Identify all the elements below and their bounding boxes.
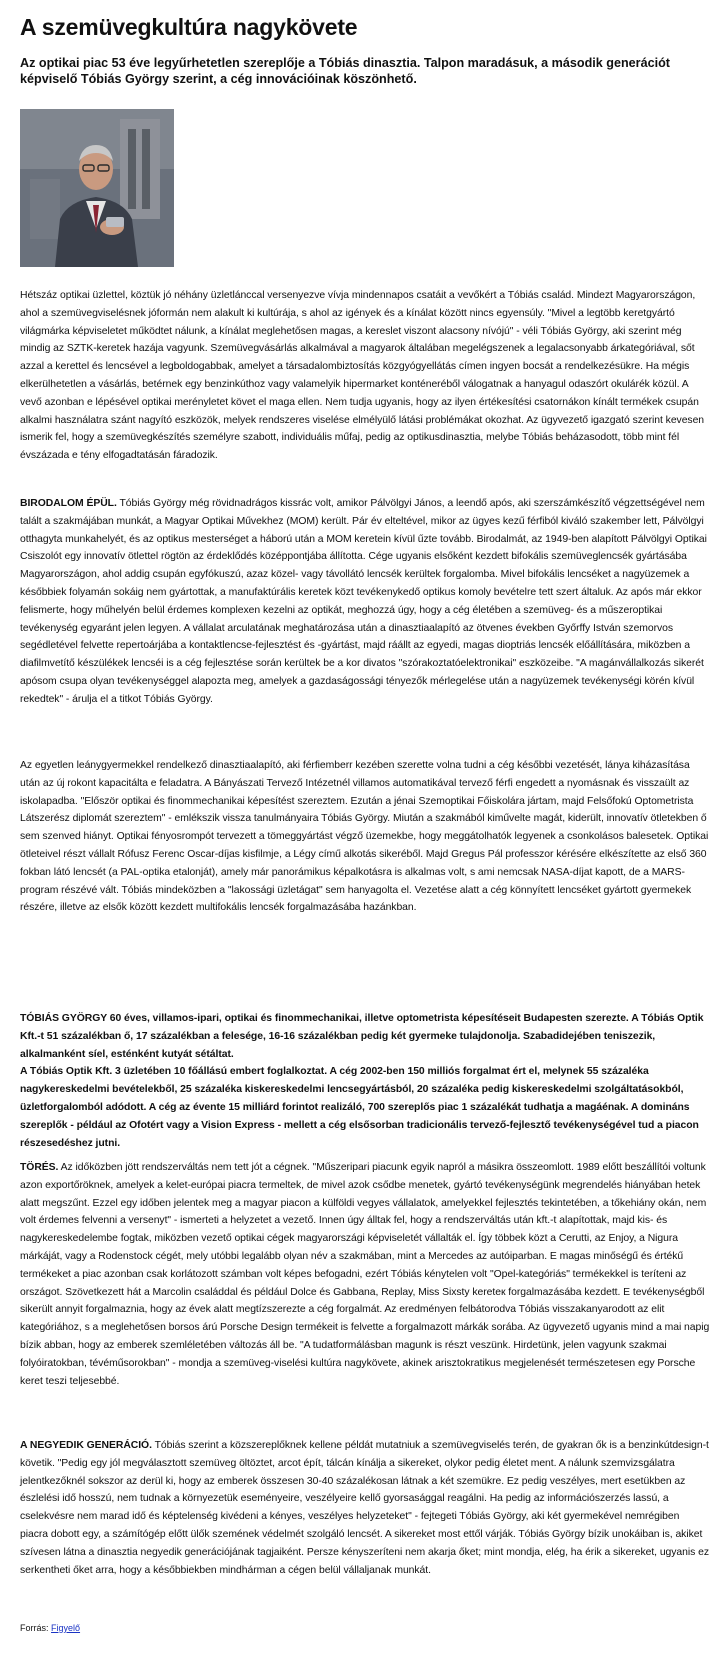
source-link[interactable]: Figyelő: [51, 1623, 81, 1633]
section-heading-tores: TÖRÉS.: [20, 1162, 59, 1173]
section-heading-negyedik-generacio: A NEGYEDIK GENERÁCIÓ.: [20, 1440, 152, 1451]
article-lead: Az optikai piac 53 éve legyűrhetetlen szereplője a Tóbiás dinasztia. Talpon maradásuk, a második generációt képviselő Tóbiás György szerint, a cég innovációinak köszönhető.: [20, 56, 670, 86]
source-line: [20, 1623, 80, 1633]
article-title: A szemüvegkultúra nagykövete: [20, 14, 358, 40]
article-paragraph-succession: Az egyetlen leánygyermekkel rendelkező dinasztiaalapító, aki férfiemberr kezében szerette volna tudni a cég későbbi vezetését, lánya kiházasítása után az új rokont kapacitálta e feladatra. A Bányászati Tervező Intézetnél villamos automatikával tervező férfi engedett a nyomásnak és visszaült az iskolapadba. "Először optikai és finommechanikai képesítést szereztem. Ezután a jénai Szemoptikai Főiskolára jártam, majd Felsőfokú Optometrista Látszerész diplomát szereztem" - emlékszik vissza tanulmányaira Tóbiás György. Miután a szakmából kiművelte magát, kiderült, innovatív ötletekben ő sem szenved hiányt. Optikai fényosrompót tervezett a tömeggyártást végző üzemekbe, hogy meggátolhatók legyenek a csonkolásos balesetek. Optikai ötleteivel részt vállalt Rófusz Ferenc Oscar-díjas kisfilmje, a Légy című alkotás sikeréből. Majd Gregus Pál professzor kérésére elkészítette az első 360 fokban látó lencsét (a PAL-optika etalonját), amely már panorámikus képalkotásra is alkalmas volt, s ami nemcsak NASA-díjat kapott, de a MARS-program részévé vált. Tóbiás mindeközben a "lakossági üzletágat" sem hanyagolta el. Vezetése alatt a cég könnyített lencséket gyártott gyermekek részére, illetve az elsők között kezdett multifokális lencsék forgalmazásába hazánkban.: [20, 760, 709, 914]
article-paragraph-tores: [20, 1159, 710, 1390]
paragraph-text: Az időközben jött rendszerváltás nem tett jót a cégnek. "Műszeripari piacunk egyik napról a másikra összeomlott. 1989 előtt beszállítói voltunk azon exportőröknek, amelyek a kelet-európai piacra termeltek, de mivel azok csődbe menetek, gyártó tevékenységünk megrendelés hiányában hetek alatt megszűnt. Ezzel egy időben jelentek meg a magyar piacon a külföldi vegyes vállalatok, amelyekkel fejlesztés tekintetében, a tőkehiány okán, nem volt érdemes felvenni a versenyt" - ismerteti a helyzetet a vezető. Innen úgy álltak fel, hogy a rendszerváltás után kft.-t alapítottak, majd kis- és nagykereskedelembe fogtak, miközben vezető optikai cégek magyarországi képviseletét vállalták el. Így többek közt a Cerutti, az Enjoy, a Nigura márkáját, vagy a Rodenstock cégét, mely utóbbi legalább olyan név a szakmában, mint a Mercedes az autóiparban. E magas minőségű és értékű termékeket a piac azonban csak korlátozott számban volt képes befogadni, ezért Tóbiás kényteleп volt "Opel-kategóriás" termékekkel is teríteni az országot. Szövetkezett hát a Marcolin családdal és például Dolce és Gabbana, Replay, Miss Sixsty kereteк forgalmazásába kezdett. E tevékenységből sikerült annyit forgalmaznia, hogy az évek alatt megtízszerezte a cég forgalmát. Az eredményen felbátorodva Tóbiás visszakanyarodott az elit kategóriához, s a meglehetősen borsos árú Porsche Design termékeit is felvette a forgalmazott márkák sorába. Az ügyvezető ugyanis mind a mai napig bízik abban, hogy az emberek szemléletében változás áll be. "A tudatformálásban magunk is részt veszünk. Hirdetünk, jelen vagyunk szakmai folyóiratokban, tévéműsorokban" - mondja a szemüveg-viselési kultúra nagykövete, akinek arisztokratikus megjelenését természetesen egy Porsche keret teszi teljesebbé.: [20, 1162, 710, 1387]
paragraph-text: Tóbiás szerint a közszereplőknek kellene példát mutatniuk a szemüvegviselés terén, de gyakran ők is a benzinkútdesign-t követik. "Pedig egy jól megválasztott szemüveg öltöztet, arcot épít, tálcán kínálja a sikereket, olykor pedig életet ment. A nálunk szemvizsgálatra jelentkezőknél sokszor az derül ki, hogy az emberek összesen 30-40 százalékosan látnak a két szemükre. Ez pedig veszélyes, mert esetükben az észlelési idő hosszú, nem tudnak a környezetük eseményeire, veszélyeire kellő gyorsasággal reagálni. Ha pedig az információszerzés lassú, a cselekvésre nem marad idő és képtelenség kivédeni a kényes, veszélyes helyzeteket" - fejtegeti Tóbiás György, aki két gyermekével nemrégiben piacra dobott egy, a számítógép előtt ülők szemének védelmét szolgáló lencsét. A sikereket most ettől várják. Tóbiás György bízik unokáiban is, akiket szívesen látna a dinasztia negyedik generációjának tagjaiként. Persze kényszeríteni nem akarja őket; mint mondja, elég, ha érik a sikereket, ugyanis ez serkentheti őket arra, hogy a későbbiekben mindhárman a cégen belül vállaljanak munkát.: [20, 1440, 710, 1576]
paragraph-text: Tóbiás György még rövidnadrágos kissrác volt, amikor Pálvölgyi János, a leendő após, aki szerszámkészítő végzettségével nem talált a szakmájában munkát, a Magyar Optikai Művekhez (MOM) került. Pár év elteltével, mikor az ügyes kezű férfiból kiváló szakember lett, Pálvölgyi otthagyta munkahelyét, és az optikus mesterséget a háború után a MOM keretein kívül űzte tovább. Birodalmát, az 1949-ben alapított Pálvölgyi Optikai Csiszolót egy innovatív ötlettel rögtön az érdeklődés középpontjába állította. Cége ugyanis elsőként kezdett bifokális szemüveglencsék gyártásába Magyarországon, ahol addig csupán egyfókuszú, azaz közel- vagy távollátó lencsék kerültek forgalomba. Mivel bifokális lencséket a nagyüzemek a későbbiek folyamán sokáig nem gyártottak, a manufaktúrális keretek közt tevékenykedő optikus komoly bevételre tett szert általuk. Az após már ekkor felismerte, hogy műhelyén belül érdemes komplexen kezelni az optikát, meghozzá úgy, hogy a cég életében a szemüveg- és a műszeroptikai tevékenység egyaránt jelen legyen. A vállalat arculatának meghatározása után a dinasztiaalapító az ötvenes években Győrffy István szemorvos segédletével felvette repertoárjába a kontaktlencse-fejlesztést és -gyártást, majd ráállt az egyedi, magas dioptriás lencsék előállítására, miközben a diafilmvetítő készülékek lencséi is a cég fejlesztése során kerültek be a kor divatos "szórakoztatóelektronikai" eszközeibe. "A magánvállalkozás sikerét apósom csupa olyan tevékenységgel alapozta meg, amelyek a gazdaságossági tényezők mérlegelése után a nagyüzemek tevékenységi körén kívül rekedtek" - árulja el a titkot Tóbiás György.: [20, 498, 707, 705]
article-paragraph-intro: Hétszáz optikai üzlettel, köztük jó néhány üzletlánccal versenyezve vívja mindennapos csatáit a vevőkért a Tóbiás család. Mindezt Magyarországon, ahol a szemüvegviselésnek jóformán nem alakult ki kultúrája, s ahol az igények és a kínálat között nincs egyensúly. "Mivel a legtöbb keretgyártó világmárka képviseletet működtet nálunk, a kínálat meglehetősen magas, a kereslet viszont alacsony nívójú" - véli Tóbiás György, aki szerint még mindig az SZTK-keretek hazája vagyunk. Szemüvegvásárlás alkalmával a magyarok általában megelégszenek a legalacsonyabb árkategóriával, sőt azzal a kerettel és lencsével a legboldogabbak, amelyet a társadalombiztosítás közgyógyellátás címen ingyen bocsát a rendelkezésükre. Ha mégis elkerülhetetlen a vásárlás, betérnek egy benzinkúthoz vagy valamelyik hipermarket konténeréből válogatnak a hanyagul odaszórt okulárék közül. A vevő azonban e lépésével optikai merényletet követ el magа ellen. Nem tudja ugyanis, hogy az ilyen értékesítési csatornákon kínált termékek csupán alkalmi használatra szánt nagyító eszközök, melyek rendszeres viselése elmélyülő látási problémákat okozhat. Az ügyvezető igazgató szerint kevesen ismerik fel, hogy a szemüvegkészítés személyre szabott, individuális műfaj, pedig az optikusdinasztia, melybe Tóbiás beházasodott, több mint fél évszázada e tény elfogadtatásán fáradozik.: [20, 290, 705, 462]
article-paragraph-birodalom: [20, 495, 710, 709]
section-heading-birodalom: BIRODALOM ÉPÜL.: [20, 498, 117, 509]
profile-box: TÓBIÁS GYÖRGY 60 éves, villamos-ipari, optikai és finommechanikai, illetve optometrista képesítéseit Budapesten szerezte. A Tóbiás Optik Kft.-t 51 százalékban ő, 17 százalékban a felesége, 16-16 százalékban pedig két gyermeke tulajdonolja. Szabadidejében teniszezik, alkalmanként síel, esténként kutyát sétáltat. A Tóbiás Optik Kft. 3 üzletében 10 főállású embert foglalkoztat. A cég 2002-ben 150 milliós forgalmat ért el, melynek 55 százaléka nagykereskedelmi bevételekből, 25 százaléka kiskereskedelmi lencsegyártásból, 20 százaléka pedig kiskereskedelmi szolgáltatásokból, üzletforgalomból adódott. A cég az évente 15 milliárd forintot realizáló, 700 szereplős piac 1 százalékát tudhatja a magáénak. A domináns szereplők - például az Ofotért vagy a Vision Express - mellett a cég elsősorban tradicionális tervező-fejlesztő tevékenységével tud a piacon részesedéshez jutni.: [20, 1013, 704, 1149]
source-label: Forrás:: [20, 1623, 49, 1633]
portrait-photo: [20, 109, 174, 267]
article-paragraph-negyedik-generacio: [20, 1437, 710, 1579]
